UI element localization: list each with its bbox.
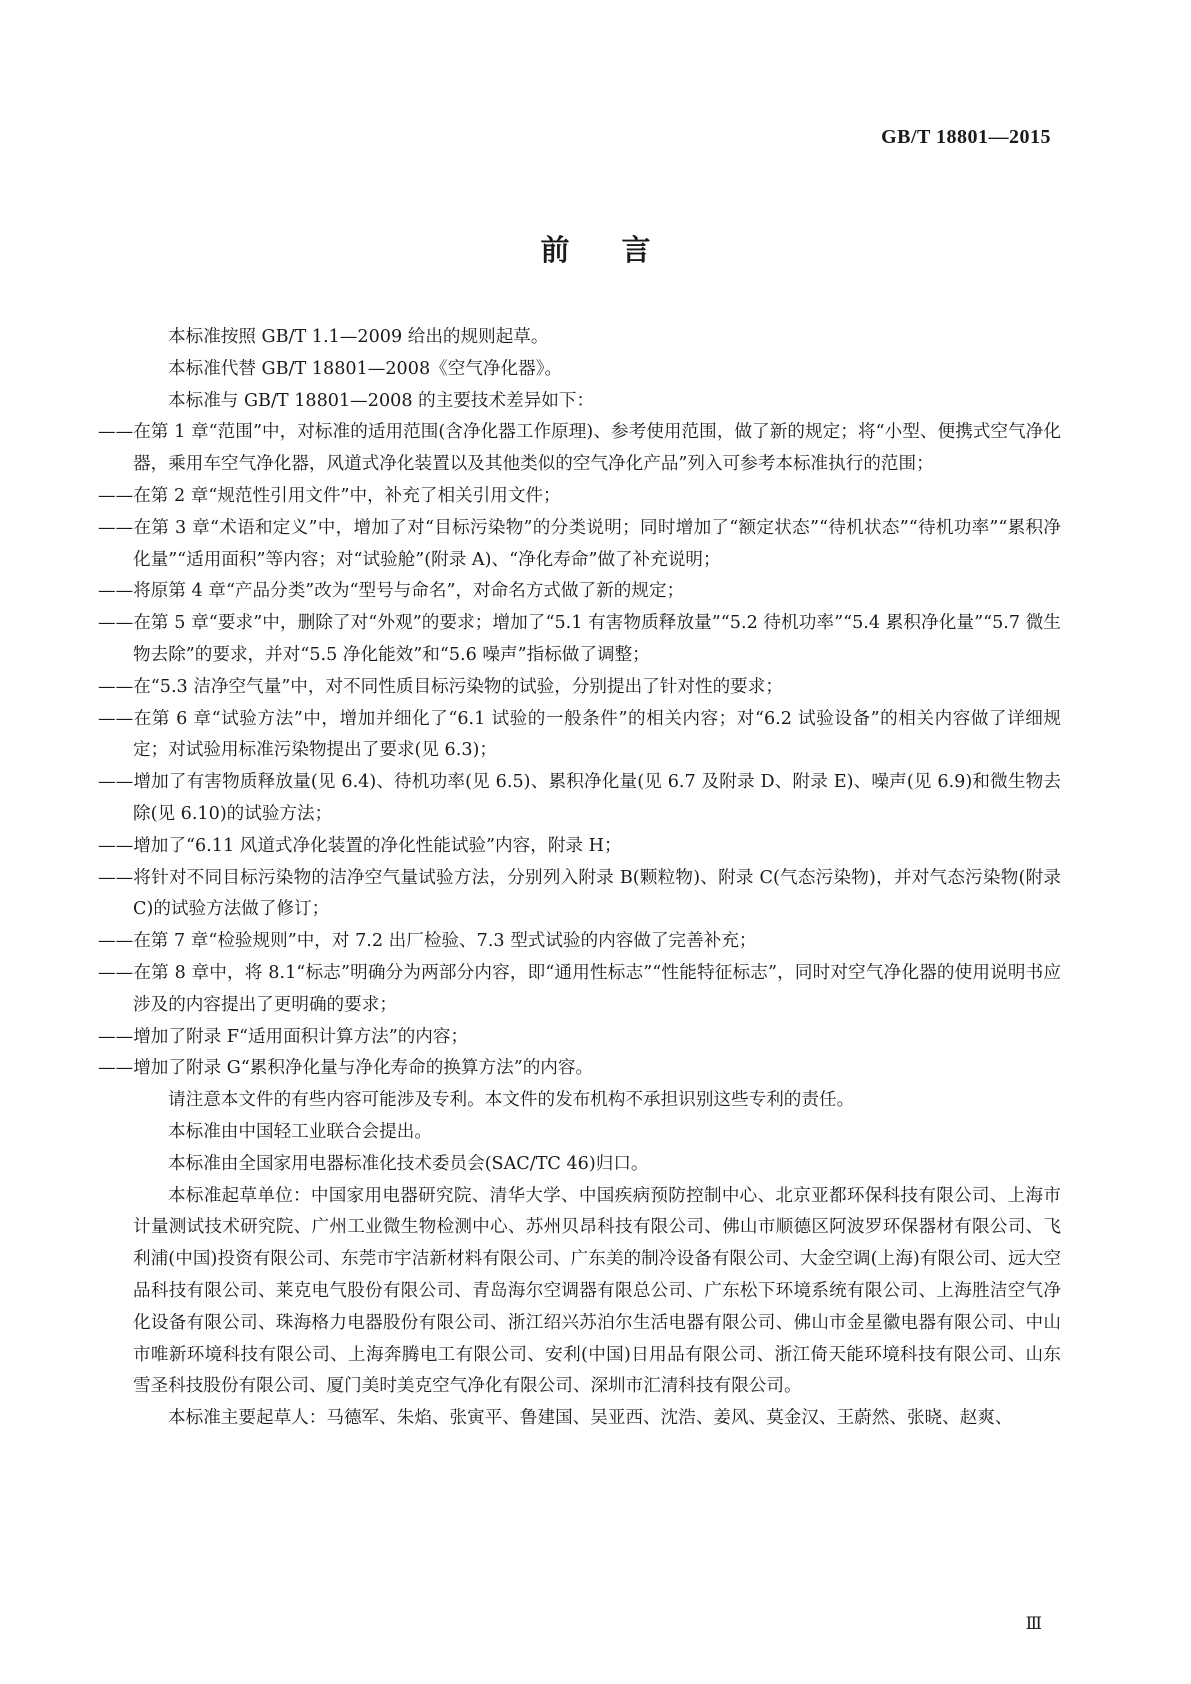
change-item: ——在第 5 章“要求”中，删除了对“外观”的要求；增加了“5.1 有害物质释放量”“5.2 待机功率”“5.4 累积净化量”“5.7 微生物去除”的要求，并对“5.5 净化能效”和“5.6 噪声”指标做了调整； [98, 613, 1061, 665]
standard-code: GB/T 18801—2015 [881, 126, 1051, 148]
change-item: ——在第 1 章“范围”中，对标准的适用范围(含净化器工作原理)、参考使用范围，做了新的规定；将“小型、便携式空气净化器，乘用车空气净化器，风道式净化装置以及其他类似的空气净化产品”列入可参考本标准执行的范围； [98, 422, 1061, 475]
paragraph-differences-intro: 本标准与 GB/T 18801—2008 的主要技术差异如下： [168, 390, 595, 411]
change-item: ——将原第 4 章“产品分类”改为“型号与命名”，对命名方式做了新的规定； [98, 581, 685, 602]
change-item: ——在第 8 章中，将 8.1“标志”明确分为两部分内容，即“通用性标志”“性能特征标志”，同时对空气净化器的使用说明书应涉及的内容提出了更明确的要求； [98, 962, 1061, 1015]
paragraph-centralized-by: 本标准由全国家用电器标准化技术委员会(SAC/TC 46)归口。 [168, 1153, 649, 1174]
paragraph-drafting-rules: 本标准按照 GB/T 1.1—2009 给出的规则起草。 [168, 327, 549, 347]
change-item: ——增加了“6.11 风道式净化装置的净化性能试验”内容，附录 H； [98, 835, 622, 856]
change-item: ——在第 6 章“试验方法”中，增加并细化了“6.1 试验的一般条件”的相关内容；对“6.2 试验设备”的相关内容做了详细规定；对试验用标准污染物提出了要求(见 6.3)； [98, 708, 1061, 761]
body-text [98, 322, 1061, 1435]
change-item: ——在“5.3 洁净空气量”中，对不同性质目标污染物的试验，分别提出了针对性的要求； [98, 676, 783, 697]
page-number: Ⅲ [1025, 1614, 1041, 1634]
page-title: 前言 [540, 233, 703, 267]
change-item: ——将针对不同目标污染物的洁净空气量试验方法，分别列入附录 B(颗粒物)、附录 C(气态污染物)，并对气态污染物(附录 C)的试验方法做了修订； [98, 867, 1061, 920]
change-item: ——在第 7 章“检验规则”中，对 7.2 出厂检验、7.3 型式试验的内容做了完善补充； [98, 931, 757, 952]
paragraph-drafters: 本标准主要起草人：马德军、朱焰、张寅平、鲁建国、吴亚西、沈浩、姜风、莫金汉、王蔚然、张晓、赵爽、 [168, 1408, 1013, 1429]
paragraph-proposed-by: 本标准由中国轻工业联合会提出。 [168, 1121, 432, 1142]
paragraph-drafting-units: 本标准起草单位：中国家用电器研究院、清华大学、中国疾病预防控制中心、北京亚都环保科技有限公司、上海市计量测试技术研究院、广州工业微生物检测中心、苏州贝昂科技有限公司、佛山市顺德区阿波罗环保器材有限公司、飞利浦(中国)投资有限公司、东莞市宇洁新材料有限公司、广东美的制冷设备有限公司、大金空调(上海)有限公司、远大空品科技有限公司、莱克电气股份有限公司、青岛海尔空调器有限总公司、广东松下环境系统有限公司、上海胜洁空气净化设备有限公司、珠海格力电器股份有限公司、浙江绍兴苏泊尔生活电器有限公司、佛山市金星徽电器有限公司、中山市唯新环境科技有限公司、上海奔腾电工有限公司、安利(中国)日用品有限公司、浙江倚天能环境科技有限公司、山东雪圣科技股份有限公司、厦门美时美克空气净化有限公司、深圳市汇清科技有限公司。 [133, 1185, 1061, 1397]
paragraph-replaces: 本标准代替 GB/T 18801—2008《空气净化器》。 [168, 358, 563, 379]
change-item: ——增加了有害物质释放量(见 6.4)、待机功率(见 6.5)、累积净化量(见 6.7 及附录 D、附录 E)、噪声(见 6.9)和微生物去除(见 6.10)的试验方法； [98, 772, 1061, 824]
change-item: ——增加了附录 G“累积净化量与净化寿命的换算方法”的内容。 [98, 1058, 594, 1079]
change-item: ——在第 3 章“术语和定义”中，增加了对“目标污染物”的分类说明；同时增加了“额定状态”“待机状态”“待机功率”“累积净化量”“适用面积”等内容；对“试验舱”(附录 A)、“净化寿命”做了补充说明； [98, 517, 1061, 570]
change-item: ——在第 2 章“规范性引用文件”中，补充了相关引用文件； [98, 485, 561, 506]
change-item: ——增加了附录 F“适用面积计算方法”的内容； [98, 1026, 469, 1047]
paragraph-patent-notice: 请注意本文件的有些内容可能涉及专利。本文件的发布机构不承担识别这些专利的责任。 [168, 1090, 855, 1111]
